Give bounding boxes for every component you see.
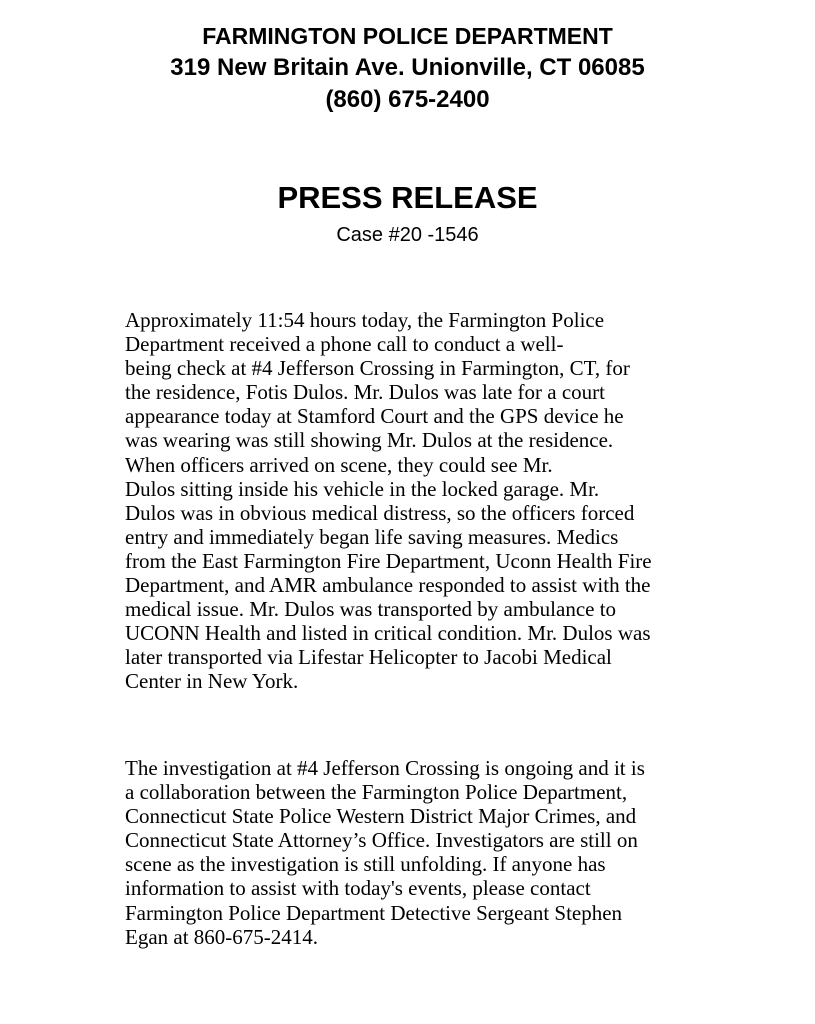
paragraph-line: entry and immediately began life saving measures. Medics [125, 524, 619, 549]
paragraph-line: The investigation at #4 Jefferson Crossing is ongoing and it is [125, 756, 645, 780]
paragraph-line: Egan at 860-675-2414. [125, 924, 319, 949]
paragraph-line: medical issue. Mr. Dulos was transported by ambulance to [125, 597, 617, 622]
paragraph-line: from the East Farmington Fire Department, Uconn Health Fire [125, 548, 652, 573]
paragraph-line: Dulos sitting inside his vehicle in the locked garage. Mr. [125, 476, 600, 501]
paragraph-line: Connecticut State Police Western District Major Crimes, and [125, 804, 637, 829]
paragraph-line: Department, and AMR ambulance responded to assist with the [125, 573, 651, 598]
paragraph-line: later transported via Lifestar Helicopter to Jacobi Medical [125, 645, 612, 670]
case-number: Case #20 -1546 [336, 224, 479, 246]
paragraph-line: a collaboration between the Farmington Police Department, [125, 780, 628, 805]
paragraph-line: being check at #4 Jefferson Crossing in Farmington, CT, for [125, 356, 630, 381]
letterhead [0, 20, 815, 116]
press-release-title: PRESS RELEASE [277, 180, 538, 215]
paragraph-line: was wearing was still showing Mr. Dulos at the residence. [125, 428, 614, 453]
paragraph-line: UCONN Health and listed in critical condition. Mr. Dulos was [125, 621, 651, 646]
paragraph-line: Center in New York. [125, 669, 299, 694]
paragraph-line: Department received a phone call to conduct a well- [125, 332, 564, 357]
incident-paragraph [125, 308, 725, 694]
paragraph-line: scene as the investigation is still unfolding. If anyone has [125, 852, 606, 877]
paragraph-line: Approximately 11:54 hours today, the Farmington Police [125, 308, 605, 332]
paragraph-line: Connecticut State Attorney’s Office. Investigators are still on [125, 828, 638, 853]
department-address: 319 New Britain Ave. Unionville, CT 06085 [170, 54, 645, 81]
department-phone: (860) 675-2400 [325, 86, 490, 113]
paragraph-line: appearance today at Stamford Court and the GPS device he [125, 404, 624, 429]
department-name: FARMINGTON POLICE DEPARTMENT [202, 23, 613, 49]
paragraph-line: Dulos was in obvious medical distress, so the officers forced [125, 500, 635, 525]
paragraph-line: the residence, Fotis Dulos. Mr. Dulos was late for a court [125, 380, 605, 405]
paragraph-line: Farmington Police Department Detective Sergeant Stephen [125, 900, 623, 925]
investigation-paragraph [125, 756, 725, 949]
paragraph-line: When officers arrived on scene, they could see Mr. [125, 452, 553, 477]
paragraph-line: information to assist with today's events, please contact [125, 876, 591, 901]
